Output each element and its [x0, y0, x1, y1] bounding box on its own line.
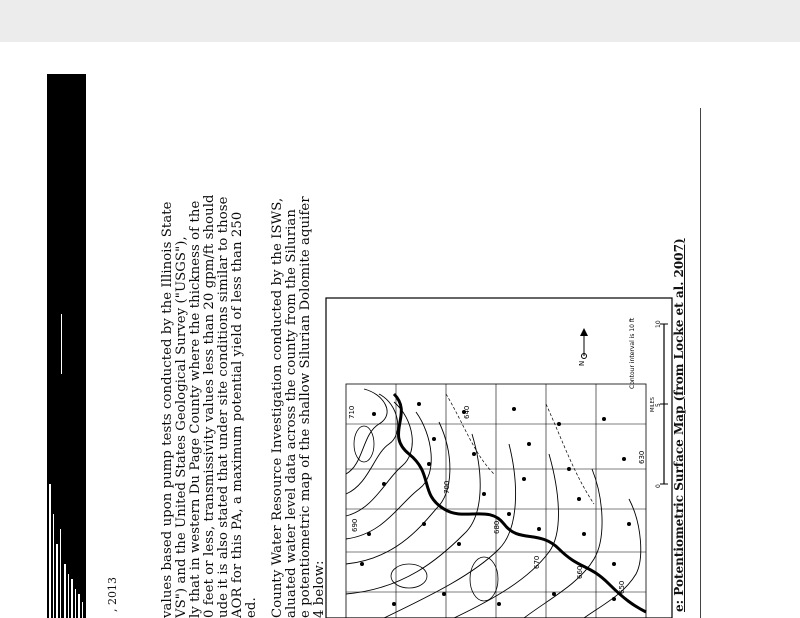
- text-line: County Water Resource Investigation conducted by the ISWS,: [270, 197, 285, 618]
- contour-label: 700: [443, 480, 451, 494]
- page-edge-rule: [700, 108, 701, 618]
- header-date: , 2013: [106, 577, 119, 612]
- scale-zero: 0: [655, 484, 662, 488]
- scale-mid: 5: [655, 403, 662, 407]
- figure-caption: e: Potentiometric Surface Map (from Locke et al. 2007): [672, 238, 686, 612]
- contour-label: 670: [533, 555, 541, 569]
- text-line: 0 feet or less, transmissivity values less than 20 gpm/ft should: [202, 194, 217, 618]
- scale-unit: MILES: [650, 397, 656, 412]
- potentiometric-map: [324, 294, 674, 618]
- text-line: aluated water level data across the county from the Silurian: [284, 209, 299, 618]
- contour-label: 650: [618, 580, 626, 594]
- text-line: AOR for this PA, a maximum potential yield of less than 250: [230, 211, 245, 618]
- north-label: N: [578, 360, 586, 366]
- text-line: 4 below:: [312, 560, 327, 618]
- text-line: VS") and the United States Geological Survey ("USGS"),: [174, 236, 189, 618]
- text-line: ude it is also stated that under site conditions similar to those: [216, 196, 231, 618]
- text-line: ed.: [244, 597, 259, 618]
- text-line: ly that in western Du Page County where the thickness of the: [188, 200, 203, 618]
- scale-end: 10: [655, 320, 662, 328]
- contour-label: 640: [463, 405, 471, 419]
- scan-artifact: [47, 74, 86, 618]
- contour-label: 680: [493, 520, 501, 534]
- scan-margin: [0, 0, 800, 42]
- text-line: e potentiometric map of the shallow Silurian Dolomite aquifer: [298, 196, 313, 618]
- text-line: values based upon pump tests conducted by the Illinois State: [160, 201, 175, 618]
- contour-label: 660: [576, 565, 584, 579]
- scale-bar: [650, 320, 668, 488]
- body-text: [160, 98, 327, 618]
- contour-label: 710: [348, 405, 356, 419]
- contour-label: 690: [351, 518, 359, 532]
- contour-interval-note: Contour interval is 10 ft: [629, 317, 636, 389]
- north-arrow: [578, 328, 588, 366]
- contour-label: 630: [638, 450, 646, 464]
